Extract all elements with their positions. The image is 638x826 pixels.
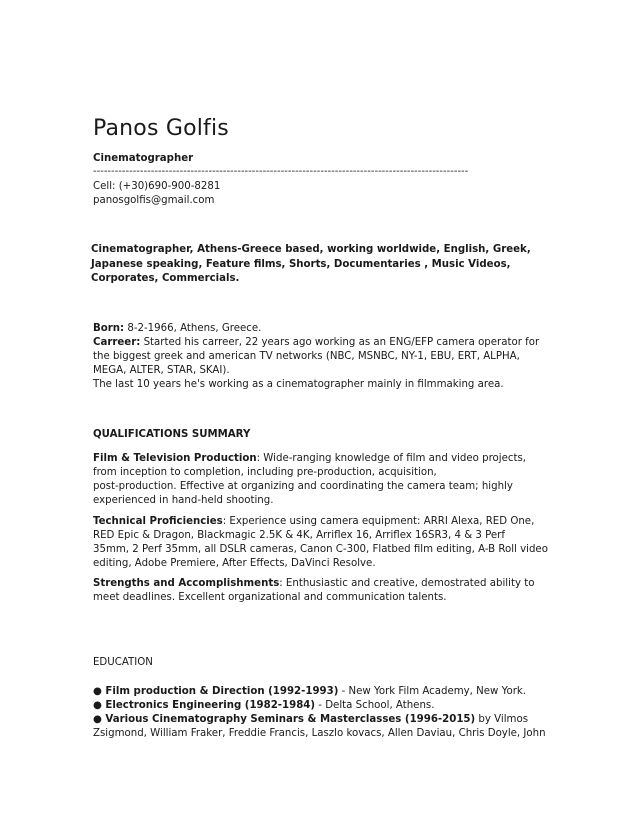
education-list	[93, 685, 563, 741]
qualification-text: post-production. Effective at organizing and coordinating the camera team; highly	[93, 481, 513, 492]
qualification-text: RED Epic & Dragon, Blackmagic 2.5K & 4K, Arriflex 16, Arriflex 16SR3, 4 & 3 Perf	[93, 530, 505, 541]
qualification-line	[93, 577, 553, 591]
qualifications-heading: QUALIFICATIONS SUMMARY	[93, 429, 251, 440]
phone-number: Cell: (+30)690-900-8281	[93, 181, 221, 192]
qualification-label: Strengths and Accomplishments	[93, 578, 280, 589]
education-item	[93, 685, 563, 699]
contact-block	[93, 180, 220, 208]
education-title: Various Cinematography Seminars & Masterclasses (1996-2015)	[101, 714, 476, 725]
bullet-icon: ●	[93, 700, 102, 711]
qualification-text: experienced in hand-held shooting.	[93, 495, 274, 506]
education-item	[93, 699, 563, 713]
education-detail: Zsigmond, William Fraker, Freddie Francis, Laszlo kovacs, Allen Daviau, Chris Doyle, John	[93, 728, 546, 739]
education-detail: - New York Film Academy, New York.	[338, 686, 527, 697]
education-detail: - Delta School, Athens.	[315, 700, 435, 711]
qualification-text: : Wide-ranging knowledge of film and video projects,	[256, 453, 527, 464]
career-text: Started his carreer, 22 years ago working as an ENG/EFP camera operator for	[140, 337, 540, 348]
born-label: Born:	[93, 323, 125, 334]
job-title: Cinematographer	[93, 153, 194, 164]
bullet-icon: ●	[93, 714, 102, 725]
born-value: 8-2-1966, Athens, Greece.	[124, 323, 262, 334]
qualification-label: Technical Proficiencies	[93, 516, 223, 527]
qualification-text: editing, Adobe Premiere, After Effects, DaVinci Resolve.	[93, 558, 376, 569]
career-line	[93, 336, 553, 350]
email-address[interactable]: panosgolfis@gmail.com	[93, 195, 215, 206]
summary-line: Corporates, Commercials.	[91, 273, 240, 284]
qualification-technical	[93, 515, 553, 571]
qualification-text: 35mm, 2 Perf 35mm, all DSLR cameras, Canon C-300, Flatbed film editing, A-B Roll video	[93, 544, 548, 555]
education-detail: by Vilmos	[475, 714, 529, 725]
person-name: Panos Golfis	[93, 116, 229, 141]
qualification-text: : Enthusiastic and creative, demostrated ability to	[279, 578, 535, 589]
bullet-icon: ●	[93, 686, 102, 697]
education-title: Electronics Engineering (1982-1984)	[101, 700, 316, 711]
career-text: The last 10 years he's working as a cinematographer mainly in filmmaking area.	[93, 379, 504, 390]
education-item	[93, 713, 563, 727]
summary-line: Cinematographer, Athens-Greece based, working worldwide, English, Greek,	[91, 244, 531, 255]
qualification-film-tv	[93, 452, 553, 508]
qualification-line	[93, 452, 553, 466]
qualification-text: meet deadlines. Excellent organizational and communication talents.	[93, 592, 447, 603]
profile-summary	[91, 243, 551, 287]
divider-line: --------------------------------------------------------------------------------------------------------	[93, 166, 469, 177]
summary-line: Japanese speaking, Feature films, Shorts, Documentaries , Music Videos,	[91, 258, 511, 270]
qualification-label: Film & Television Production	[93, 453, 257, 464]
career-label: Carreer:	[93, 337, 141, 348]
qualification-text: : Experience using camera equipment: ARRI Alexa, RED One,	[222, 516, 535, 527]
born-line	[93, 322, 553, 336]
qualification-line	[93, 515, 553, 529]
career-text: the biggest greek and american TV networks (NBC, MSNBC, NY-1, EBU, ERT, ALPHA,	[93, 351, 520, 362]
qualification-text: from inception to completion, including pre-production, acquisition,	[93, 467, 437, 478]
education-heading: EDUCATION	[93, 657, 153, 668]
career-text: MEGA, ALTER, STAR, SKAI).	[93, 365, 230, 376]
biography	[93, 322, 553, 392]
qualification-strengths	[93, 577, 553, 605]
education-title: Film production & Direction (1992-1993)	[101, 686, 339, 697]
